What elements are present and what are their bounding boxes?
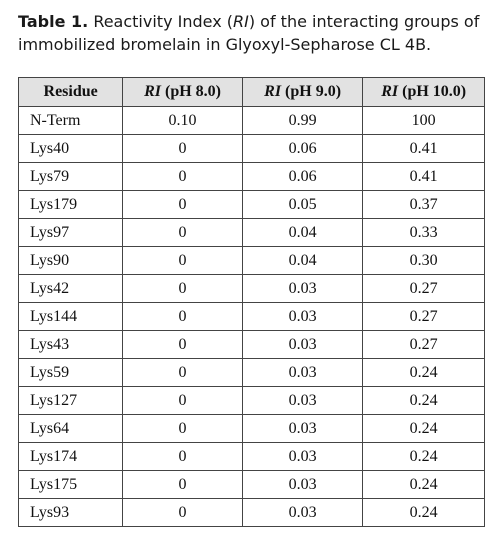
- ri-ph10-cell: 0.30: [363, 247, 485, 275]
- ri-ph9-cell: 0.03: [242, 415, 363, 443]
- ri-ph8-cell: 0: [123, 247, 243, 275]
- residue-cell: Lys43: [19, 331, 123, 359]
- ri-ph9-cell: 0.06: [242, 163, 363, 191]
- ri-ph8-cell: 0: [123, 359, 243, 387]
- table-label: Table 1.: [18, 12, 89, 31]
- table-row: [19, 191, 485, 219]
- ri-ph10-cell: 0.24: [363, 359, 485, 387]
- ri-ph10-cell: 0.41: [363, 163, 485, 191]
- ri-ph9-cell: 0.05: [242, 191, 363, 219]
- ri-ph8-cell: 0: [123, 471, 243, 499]
- residue-cell: Lys174: [19, 443, 123, 471]
- header-ri-ph10-italic: RI: [381, 83, 399, 100]
- residue-cell: Lys175: [19, 471, 123, 499]
- ri-ph9-cell: 0.03: [242, 471, 363, 499]
- ri-ph10-cell: 0.33: [363, 219, 485, 247]
- ri-ph10-cell: 0.24: [363, 443, 485, 471]
- residue-cell: Lys40: [19, 135, 123, 163]
- ri-ph8-cell: 0: [123, 191, 243, 219]
- header-residue: [19, 78, 123, 107]
- ri-ph10-cell: 0.37: [363, 191, 485, 219]
- ri-ph9-cell: 0.03: [242, 331, 363, 359]
- ri-ph9-cell: 0.04: [242, 219, 363, 247]
- ri-ph9-cell: 0.06: [242, 135, 363, 163]
- table-row: [19, 275, 485, 303]
- ri-ph8-cell: 0: [123, 499, 243, 527]
- ri-ph8-cell: 0: [123, 275, 243, 303]
- ri-ph8-cell: 0: [123, 135, 243, 163]
- table-header: [19, 78, 485, 107]
- table-row: [19, 387, 485, 415]
- table-row: [19, 219, 485, 247]
- ri-ph8-cell: 0: [123, 219, 243, 247]
- ri-ph10-cell: 0.27: [363, 303, 485, 331]
- ri-ph9-cell: 0.03: [242, 443, 363, 471]
- table-row: [19, 247, 485, 275]
- ri-ph10-cell: 100: [363, 107, 485, 135]
- ri-ph10-cell: 0.41: [363, 135, 485, 163]
- residue-cell: N-Term: [19, 107, 123, 135]
- header-ri-ph9: [242, 78, 363, 107]
- ri-ph9-cell: 0.03: [242, 387, 363, 415]
- ri-ph10-cell: 0.24: [363, 499, 485, 527]
- header-residue-label: Residue: [43, 83, 98, 100]
- header-ri-ph8: [123, 78, 243, 107]
- residue-cell: Lys97: [19, 219, 123, 247]
- ri-ph9-cell: 0.03: [242, 499, 363, 527]
- residue-cell: Lys179: [19, 191, 123, 219]
- table-row: [19, 471, 485, 499]
- ri-ph10-cell: 0.27: [363, 331, 485, 359]
- residue-cell: Lys79: [19, 163, 123, 191]
- ri-ph10-cell: 0.27: [363, 275, 485, 303]
- ri-ph8-cell: 0: [123, 331, 243, 359]
- caption-text-part1: Reactivity Index (: [93, 12, 233, 31]
- residue-cell: Lys144: [19, 303, 123, 331]
- ri-ph10-cell: 0.24: [363, 387, 485, 415]
- header-ri-ph8-label: (pH 8.0): [161, 83, 221, 100]
- ri-ph8-cell: 0: [123, 415, 243, 443]
- header-ri-ph8-italic: RI: [144, 83, 161, 100]
- caption-ri-abbrev: RI: [233, 12, 249, 31]
- ri-ph8-cell: 0: [123, 443, 243, 471]
- ri-ph8-cell: 0: [123, 387, 243, 415]
- table-row: [19, 135, 485, 163]
- residue-cell: Lys64: [19, 415, 123, 443]
- table-row: [19, 303, 485, 331]
- table-row: [19, 443, 485, 471]
- ri-ph8-cell: 0: [123, 303, 243, 331]
- table-row: [19, 107, 485, 135]
- caption-text-part2: ) of the interacting groups of immobilized bromelain in Glyoxyl-Sepharose CL 4B.: [18, 12, 480, 54]
- header-ri-ph9-italic: RI: [264, 83, 282, 100]
- ri-ph10-cell: 0.24: [363, 471, 485, 499]
- ri-ph9-cell: 0.99: [242, 107, 363, 135]
- ri-ph8-cell: 0: [123, 163, 243, 191]
- table-caption: [18, 10, 488, 56]
- table-row: [19, 359, 485, 387]
- residue-cell: Lys93: [19, 499, 123, 527]
- header-row: [19, 78, 485, 107]
- residue-cell: Lys59: [19, 359, 123, 387]
- ri-ph8-cell: 0.10: [123, 107, 243, 135]
- header-ri-ph9-label: (pH 9.0): [281, 83, 342, 100]
- reactivity-index-table: [18, 77, 485, 527]
- residue-cell: Lys127: [19, 387, 123, 415]
- table-body: [19, 107, 485, 527]
- table-row: [19, 331, 485, 359]
- ri-ph9-cell: 0.04: [242, 247, 363, 275]
- table-row: [19, 163, 485, 191]
- residue-cell: Lys42: [19, 275, 123, 303]
- table-row: [19, 415, 485, 443]
- residue-cell: Lys90: [19, 247, 123, 275]
- ri-ph9-cell: 0.03: [242, 359, 363, 387]
- table-row: [19, 499, 485, 527]
- header-ri-ph10-label: (pH 10.0): [398, 83, 467, 100]
- header-ri-ph10: [363, 78, 485, 107]
- ri-ph9-cell: 0.03: [242, 303, 363, 331]
- ri-ph10-cell: 0.24: [363, 415, 485, 443]
- ri-ph9-cell: 0.03: [242, 275, 363, 303]
